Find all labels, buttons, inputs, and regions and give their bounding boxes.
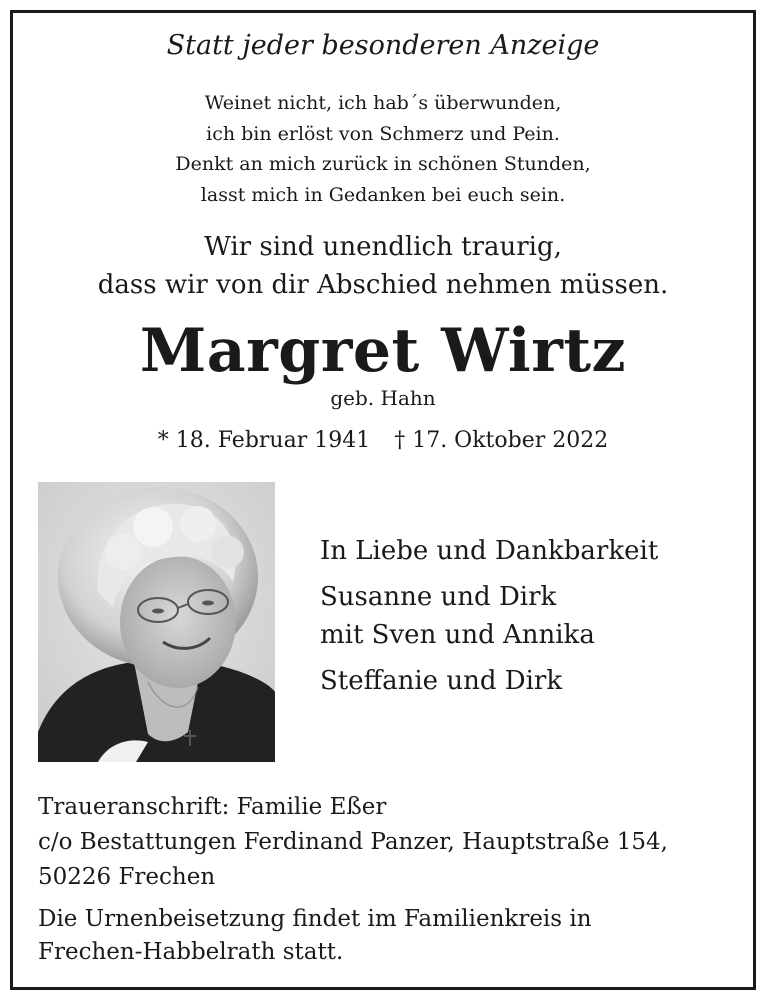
mourners-group (320, 578, 658, 654)
poem-line: ich bin erlöst von Schmerz und Pein. (206, 122, 560, 145)
deceased-name: Margret Wirtz (139, 316, 627, 386)
mourners-line: mit Sven und Annika (320, 620, 595, 650)
condolence-line: Wir sind unendlich traurig, (204, 232, 562, 262)
poem (0, 88, 766, 210)
poem-line: Weinet nicht, ich hab´s überwunden, (204, 92, 562, 114)
mourners-intro: In Liebe und Dankbarkeit (320, 536, 659, 566)
maiden-name: geb. Hahn (330, 386, 436, 410)
portrait-photo (38, 482, 275, 762)
address-line: Traueranschrift: Familie Eßer (38, 794, 387, 820)
poem-line: lasst mich in Gedanken bei euch sein. (200, 183, 566, 206)
life-dates (0, 428, 766, 453)
death-date: † 17. Oktober 2022 (394, 428, 609, 453)
funeral-line: Frechen-Habbelrath statt. (38, 939, 344, 965)
condolence-text (0, 228, 766, 304)
mourners (320, 532, 658, 700)
notice-heading: Statt jeder besonderen Anzeige (166, 30, 600, 61)
mourners-line: Susanne und Dirk (320, 582, 557, 612)
mourning-address (38, 790, 668, 895)
mourners-line: Steffanie und Dirk (320, 666, 563, 696)
poem-line: Denkt an mich zurück in schönen Stunden, (175, 153, 591, 175)
address-line: c/o Bestattungen Ferdinand Panzer, Hauptstraße 154, (38, 829, 668, 855)
address-line: 50226 Frechen (38, 864, 216, 890)
condolence-line: dass wir von dir Abschied nehmen müssen. (97, 270, 669, 300)
birth-date: * 18. Februar 1941 (157, 428, 371, 453)
funeral-info (38, 903, 592, 969)
funeral-line: Die Urnenbeisetzung findet im Familienkreis in (38, 906, 592, 932)
